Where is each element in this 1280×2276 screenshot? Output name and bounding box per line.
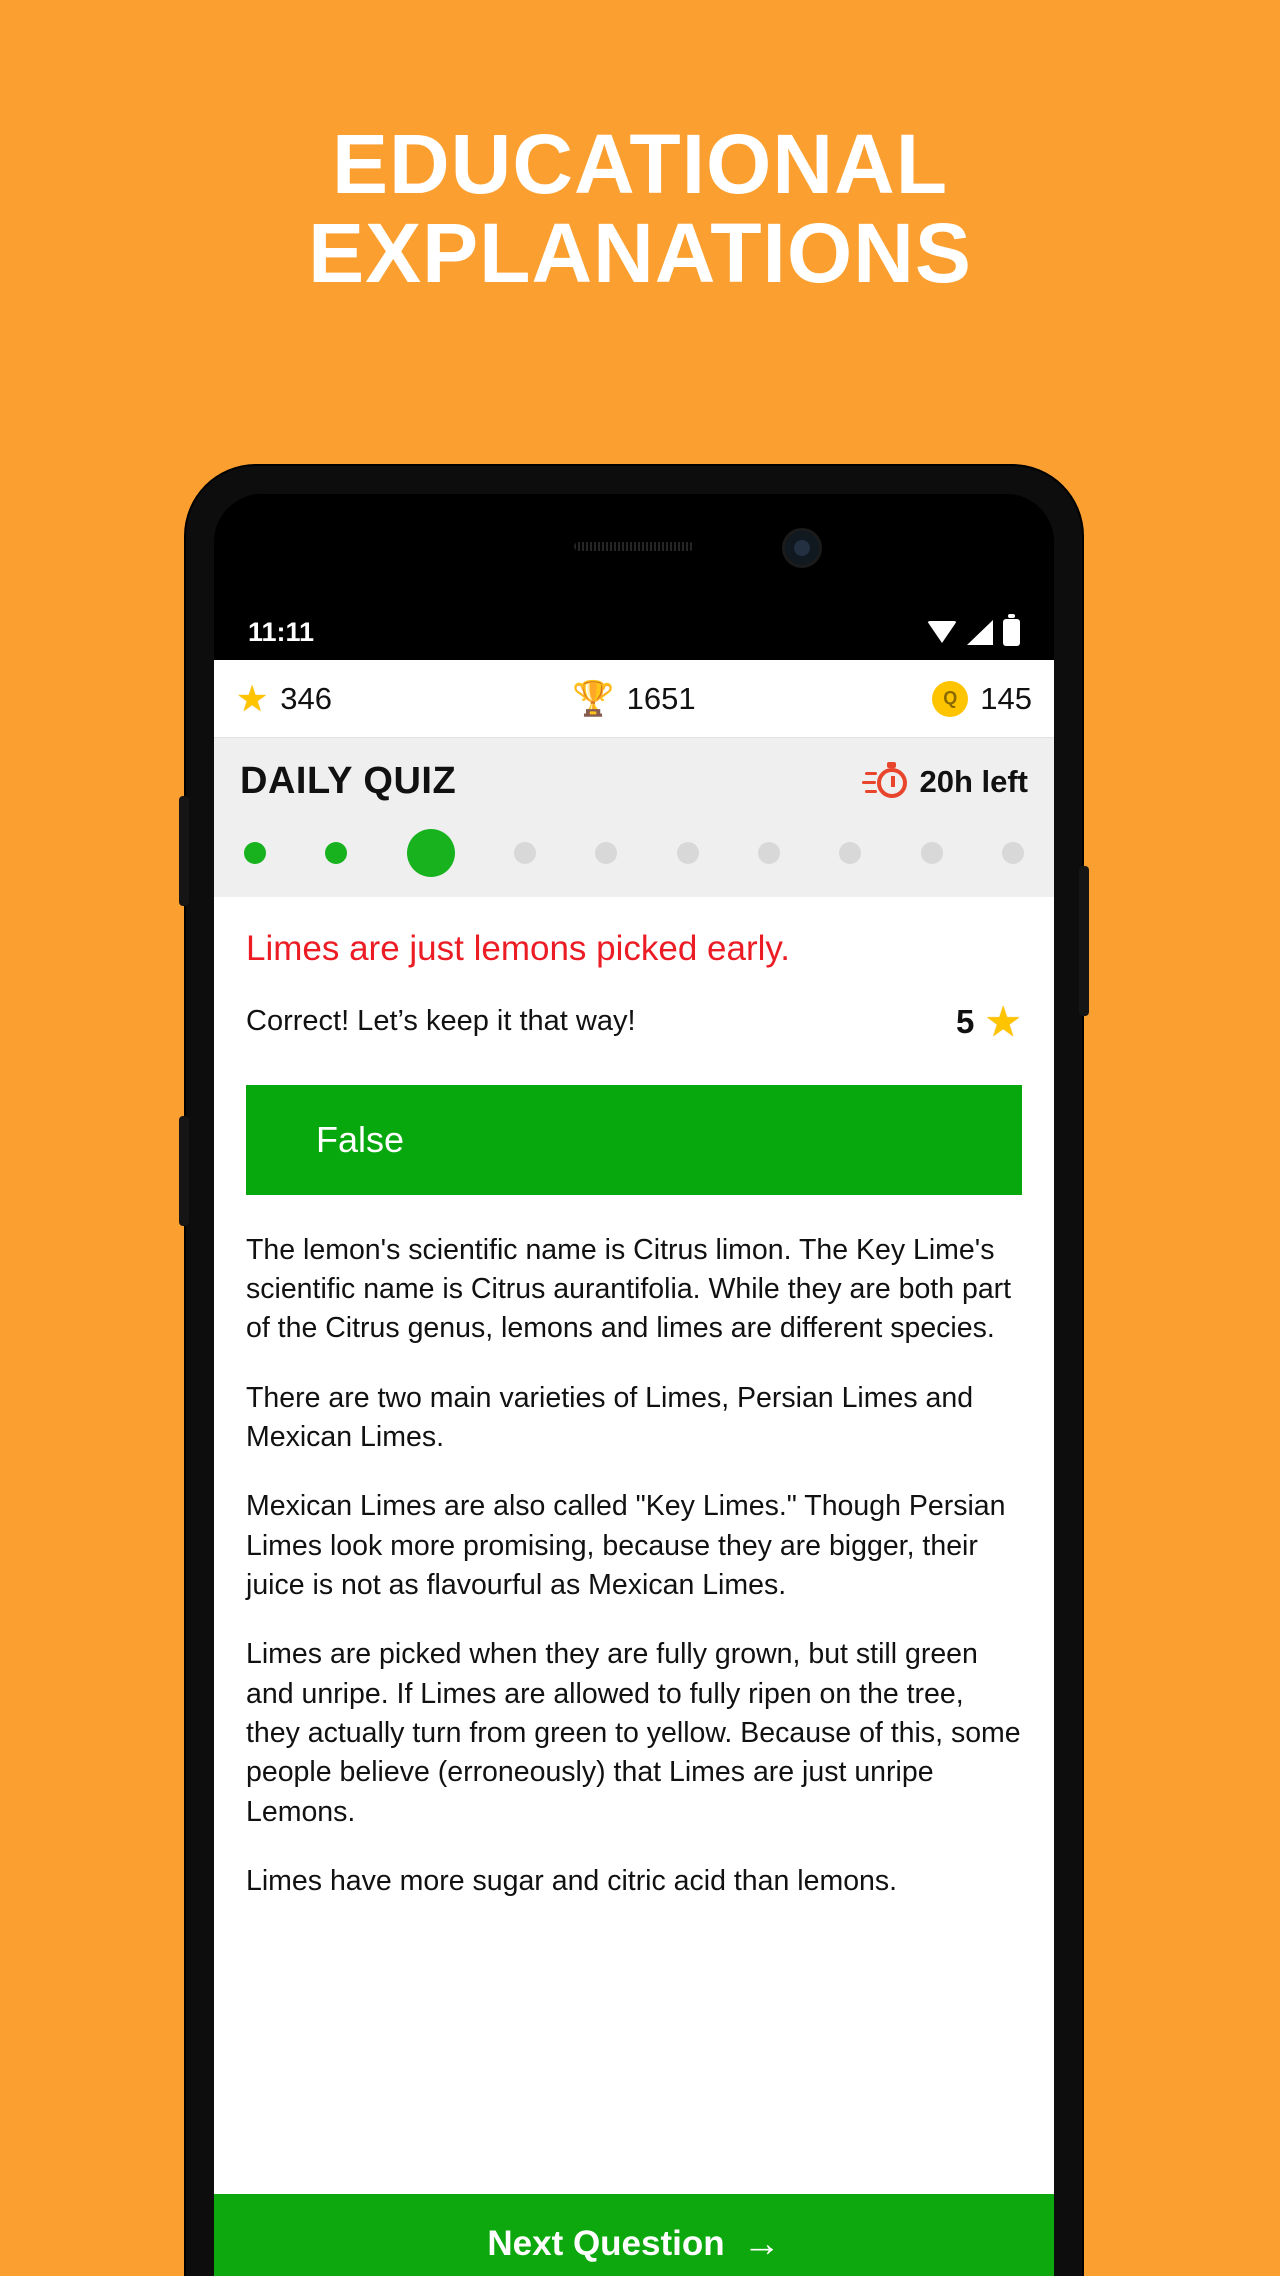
- result-message: Correct! Let’s keep it that way!: [246, 1005, 636, 1038]
- quiz-header: [214, 738, 1054, 897]
- explanation-paragraph: Limes have more sugar and citric acid than lemons.: [246, 1865, 898, 1898]
- quiz-timer: [865, 763, 1028, 801]
- status-time: 11:11: [248, 616, 315, 647]
- explanation-paragraph: Mexican Limes are also called "Key Limes." Though Persian Limes look more promising, because they are bigger, their juice is not as flavourful as Mexican Limes.: [246, 1490, 1006, 1602]
- volume-up-button[interactable]: [179, 796, 189, 906]
- explanation-paragraph: The lemon's scientific name is Citrus limon. The Key Lime's scientific name is Citrus aurantifolia. While they are both part of the Citrus genus, lemons and limes are different species.: [246, 1233, 1012, 1345]
- trophy-icon: 🏆: [572, 679, 615, 718]
- progress-dot[interactable]: [921, 842, 943, 864]
- page-title: [0, 117, 1280, 301]
- result-row: [246, 997, 1022, 1045]
- signal-icon: [967, 620, 993, 645]
- quiz-header-top-row: [240, 760, 1028, 803]
- answer-option-false[interactable]: False: [246, 1085, 1022, 1195]
- progress-dot[interactable]: [244, 842, 266, 864]
- question-text: Limes are just lemons picked early.: [246, 929, 791, 968]
- question-block: [214, 897, 1054, 1043]
- progress-dot[interactable]: [758, 842, 780, 864]
- stopwatch-icon: [865, 763, 907, 801]
- explanation-block: [214, 1195, 1054, 1902]
- power-button[interactable]: [1079, 866, 1089, 1016]
- points-earned: [955, 997, 1022, 1045]
- stat-stars-value: 346: [280, 680, 333, 716]
- progress-dot-current[interactable]: [407, 829, 455, 877]
- stat-coins-value: 145: [980, 680, 1032, 716]
- points-value: 5: [955, 1002, 975, 1040]
- progress-dot[interactable]: [514, 842, 536, 864]
- progress-dot[interactable]: [325, 842, 347, 864]
- quiz-progress-dots: [240, 829, 1028, 881]
- phone-screen: [214, 494, 1054, 2276]
- progress-dot[interactable]: [595, 842, 617, 864]
- app-screen: [214, 660, 1054, 2276]
- phone-top-bezel: [214, 494, 1054, 604]
- star-icon: ★: [984, 997, 1022, 1045]
- status-bar: [214, 604, 1054, 660]
- next-question-button[interactable]: [214, 2190, 1054, 2276]
- arrow-right-icon: →: [742, 2223, 781, 2265]
- wifi-icon: [927, 621, 957, 643]
- star-icon: ★: [236, 677, 269, 719]
- stat-coins[interactable]: [767, 681, 1032, 717]
- coin-icon: Q: [932, 681, 968, 717]
- earpiece-speaker-icon: [574, 542, 694, 551]
- status-icon-group: [927, 619, 1020, 646]
- stat-trophies[interactable]: [501, 681, 766, 717]
- quiz-timer-label: 20h left: [919, 763, 1028, 799]
- headline-line-1: EDUCATIONAL: [331, 117, 949, 211]
- stat-stars[interactable]: [236, 677, 501, 719]
- progress-dot[interactable]: [677, 842, 699, 864]
- progress-dot[interactable]: [839, 842, 861, 864]
- battery-icon: [1003, 619, 1020, 646]
- headline-line-2: EXPLANATIONS: [308, 206, 972, 301]
- front-camera-icon: [782, 528, 822, 568]
- phone-mockup: [186, 466, 1082, 2276]
- explanation-paragraph: There are two main varieties of Limes, Persian Limes and Mexican Limes.: [246, 1381, 974, 1454]
- stats-bar: [214, 660, 1054, 738]
- next-question-label: Next Question: [487, 2224, 725, 2263]
- explanation-paragraph: Limes are picked when they are fully grown, but still green and unripe. If Limes are allowed to fully ripen on the tree, they actually turn from green to yellow. Because of this, some people believe (erroneously) that Limes are just unripe Lemons.: [246, 1638, 1021, 1828]
- quiz-title: DAILY QUIZ: [240, 760, 457, 802]
- progress-dot[interactable]: [1002, 842, 1024, 864]
- volume-down-button[interactable]: [179, 1116, 189, 1226]
- stat-trophies-value: 1651: [626, 680, 696, 716]
